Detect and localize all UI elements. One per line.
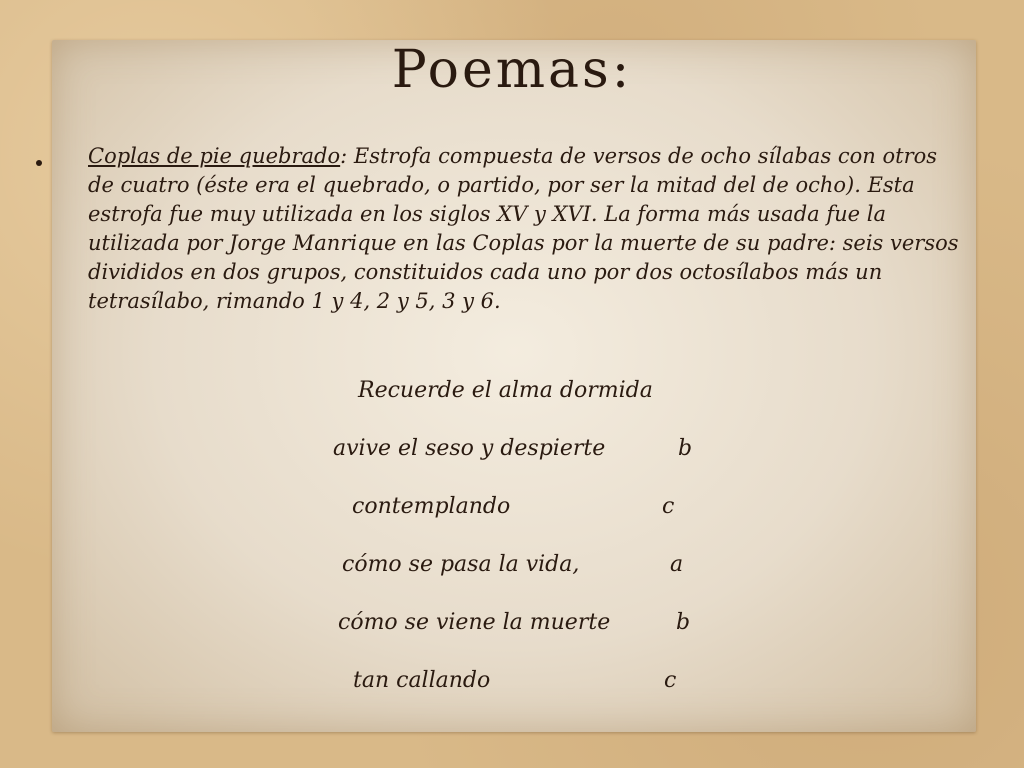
poem-verse-3: contemplando bbox=[352, 494, 511, 519]
rhyme-mark-3: c bbox=[662, 494, 675, 519]
definition-text: : Estrofa compuesta de versos de ocho sílabas con otros de cuatro (éste era el quebrado, o partido, por ser la mitad del de ocho). Esta estrofa fue muy utilizada en los siglos XV y XVI. La forma más usada fue la utilizada por Jorge Manrique en las Coplas por la muerte de su padre: seis versos divididos en dos grupos, constituidos cada uno por dos octosílabos más un tetrasílabo, rimando 1 y 4, 2 y 5, 3 y 6. bbox=[88, 144, 959, 313]
slide-title: Poemas: bbox=[391, 40, 633, 100]
definition-paragraph bbox=[88, 142, 968, 316]
poem-verse-5: cómo se viene la muerte bbox=[338, 610, 611, 635]
rhyme-mark-2: b bbox=[678, 436, 693, 461]
poem-verse-1: Recuerde el alma dormida bbox=[358, 378, 653, 403]
bullet-icon bbox=[36, 160, 42, 166]
rhyme-mark-6: c bbox=[664, 668, 677, 693]
rhyme-mark-4: a bbox=[670, 552, 684, 577]
poem-verse-4: cómo se pasa la vida, bbox=[342, 552, 580, 577]
definition-term: Coplas de pie quebrado bbox=[88, 144, 341, 168]
poem-verse-6: tan callando bbox=[353, 668, 491, 693]
poem-verse-2: avive el seso y despierte bbox=[333, 436, 606, 461]
rhyme-mark-5: b bbox=[676, 610, 691, 635]
